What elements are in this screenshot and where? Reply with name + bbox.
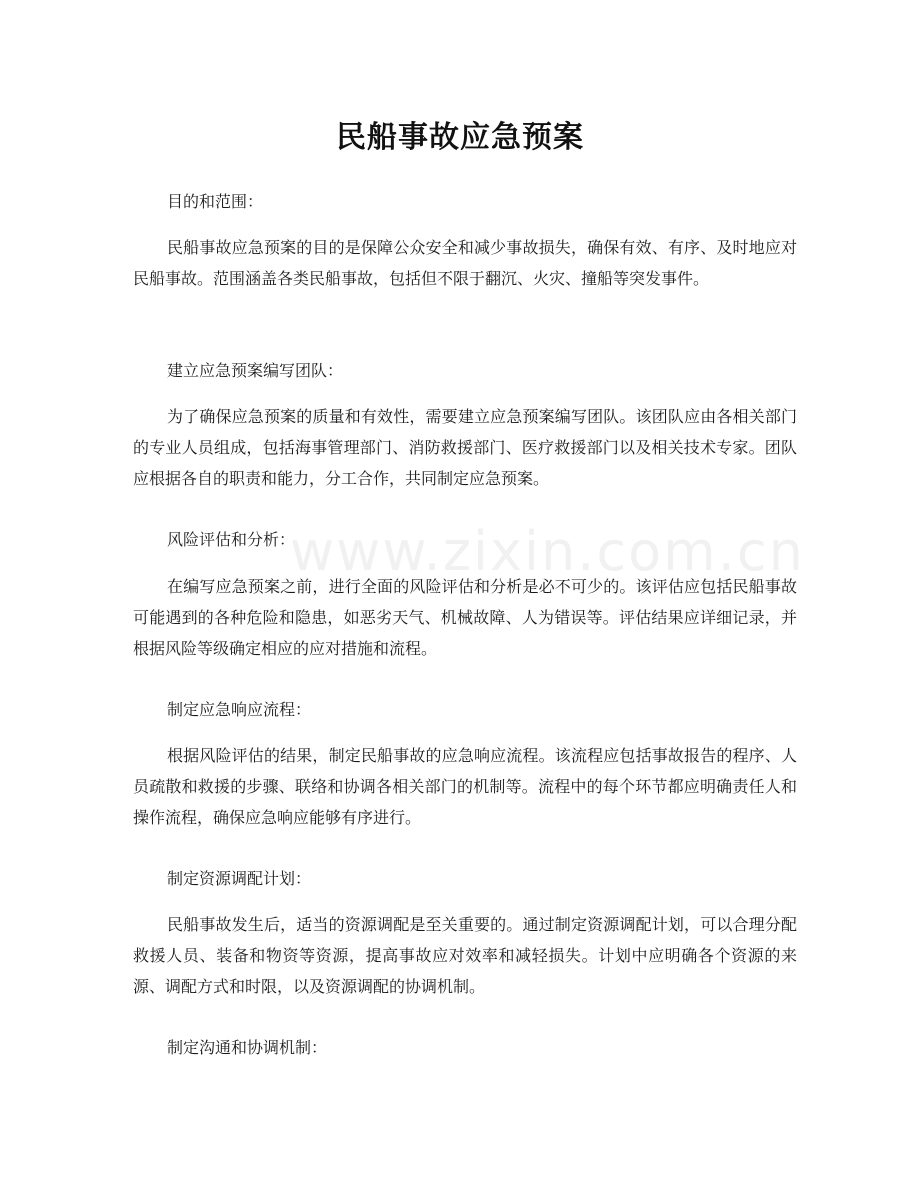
section-body-risk: 在编写应急预案之前，进行全面的风险评估和分析是必不可少的。该评估应包括民船事故可能遇到的各种危险和隐患，如恶劣天气、机械故障、人为错误等。评估结果应详细记录，并根据风险等级确定相应的应对措施和流程。 — [133, 577, 797, 658]
document-title: 民船事故应急预案 — [336, 120, 584, 155]
section-body-resources: 民船事故发生后，适当的资源调配是至关重要的。通过制定资源调配计划，可以合理分配救援人员、装备和物资等资源，提高事故应对效率和减轻损失。计划中应明确各个资源的来源、调配方式和时限，以及资源调配的协调机制。 — [133, 915, 797, 996]
section-body-response: 根据风险评估的结果，制定民船事故的应急响应流程。该流程应包括事故报告的程序、人员疏散和救援的步骤、联络和协调各相关部门的机制等。流程中的每个环节都应明确责任人和操作流程，确保应急响应能够有序进行。 — [133, 746, 797, 827]
section-heading-risk: 风险评估和分析： — [167, 530, 296, 549]
section-body-team: 为了确保应急预案的质量和有效性，需要建立应急预案编写团队。该团队应由各相关部门的专业人员组成，包括海事管理部门、消防救援部门、医疗救援部门以及相关技术专家。团队应根据各自的职责和能力，分工合作，共同制定应急预案。 — [133, 407, 797, 488]
section-heading-communication: 制定沟通和协调机制： — [167, 1038, 328, 1057]
section-body-purpose: 民船事故应急预案的目的是保障公众安全和减少事故损失，确保有效、有序、及时地应对民船事故。范围涵盖各类民船事故，包括但不限于翻沉、火灾、撞船等突发事件。 — [133, 238, 797, 288]
watermark: www.zixin.com.cn — [290, 520, 805, 583]
section-heading-team: 建立应急预案编写团队： — [167, 361, 344, 380]
section-heading-response: 制定应急响应流程： — [167, 700, 312, 719]
section-heading-resources: 制定资源调配计划： — [167, 869, 312, 888]
section-heading-purpose: 目的和范围： — [167, 192, 264, 211]
